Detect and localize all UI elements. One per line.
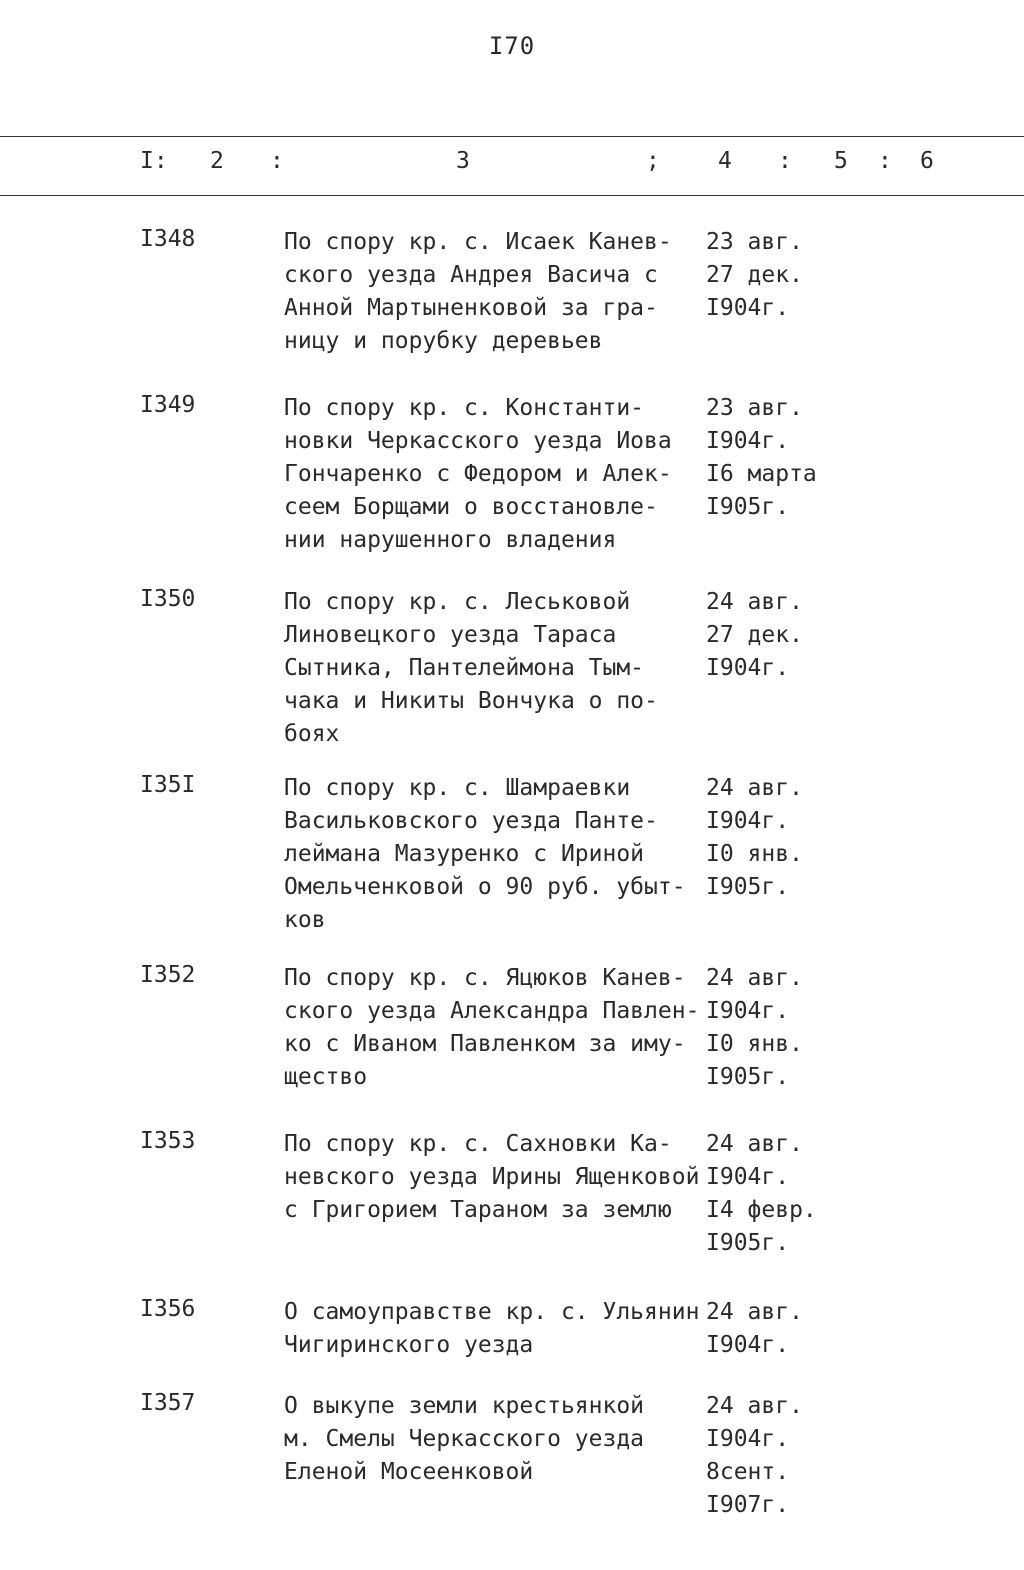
entry-description [284, 962, 704, 1094]
date-line: I904г. [706, 1164, 790, 1190]
date-line: I905г. [706, 494, 790, 520]
description-line: ко с Иваном Павленком за иму- [284, 1031, 686, 1057]
description-line: щество [284, 1064, 368, 1090]
entry-number: I350 [140, 586, 196, 612]
description-line: м. Смелы Черкасского уезда [284, 1426, 645, 1452]
date-line: I904г. [706, 1426, 790, 1452]
entry-dates [706, 1128, 846, 1260]
column-3-label: 3 [456, 148, 470, 174]
description-line: Еленой Мосеенковой [284, 1459, 534, 1485]
date-line: I904г. [706, 655, 790, 681]
column-separator: : [878, 148, 892, 174]
description-line: новки Черкасского уезда Иова [284, 428, 672, 454]
date-line: I0 янв. [706, 1031, 803, 1057]
column-separator: : [270, 148, 284, 174]
description-line: Чигиринского уезда [284, 1332, 534, 1358]
date-line: 27 дек. [706, 622, 803, 648]
description-line: леймана Мазуренко с Ириной [284, 841, 645, 867]
date-line: I904г. [706, 295, 790, 321]
date-line: I904г. [706, 998, 790, 1024]
date-line: 24 авг. [706, 1299, 803, 1325]
description-line: невского уезда Ирины Ященковой [284, 1164, 700, 1190]
column-separator: ; [646, 148, 660, 174]
description-line: Омельченковой о 90 руб. убыт- [284, 874, 686, 900]
date-line: 24 авг. [706, 1131, 803, 1157]
entry-number: I352 [140, 962, 196, 988]
column-separator: : [778, 148, 792, 174]
date-line: 27 дек. [706, 262, 803, 288]
entry-dates [706, 1390, 846, 1522]
page-number: I70 [488, 32, 536, 60]
entry-dates [706, 226, 846, 325]
date-line: I0 янв. [706, 841, 803, 867]
entry-description [284, 1390, 704, 1489]
entry-description [284, 586, 704, 751]
column-6-label: 6 [920, 148, 934, 174]
date-line: I905г. [706, 874, 790, 900]
entry-description [284, 1128, 704, 1227]
date-line: I905г. [706, 1230, 790, 1256]
entry-number: I357 [140, 1390, 196, 1416]
date-line: I907г. [706, 1492, 790, 1518]
description-line: Васильковского уезда Панте- [284, 808, 658, 834]
entry-number: I356 [140, 1296, 196, 1322]
entry-dates [706, 392, 846, 524]
description-line: По спору кр. с. Константи- [284, 395, 645, 421]
date-line: 24 авг. [706, 775, 803, 801]
date-line: 24 авг. [706, 1393, 803, 1419]
description-line: ницу и порубку деревьев [284, 328, 603, 354]
column-4-label: 4 [718, 148, 732, 174]
entry-description [284, 392, 704, 557]
date-line: I904г. [706, 808, 790, 834]
description-line: По спору кр. с. Леськовой [284, 589, 631, 615]
date-line: 23 авг. [706, 229, 803, 255]
date-line: 8сент. [706, 1459, 790, 1485]
description-line: ков [284, 907, 326, 933]
description-line: ского уезда Александра Павлен- [284, 998, 700, 1024]
entry-description [284, 226, 704, 358]
description-line: По спору кр. с. Сахновки Ка- [284, 1131, 672, 1157]
entry-dates [706, 772, 846, 904]
column-2-label: 2 [210, 148, 224, 174]
entry-dates [706, 1296, 846, 1362]
description-line: чака и Никиты Вончука о по- [284, 688, 658, 714]
date-line: I905г. [706, 1064, 790, 1090]
entry-number: I348 [140, 226, 196, 252]
entry-dates [706, 962, 846, 1094]
entry-number: I349 [140, 392, 196, 418]
date-line: I4 февр. [706, 1197, 817, 1223]
date-line: I904г. [706, 1332, 790, 1358]
description-line: боях [284, 721, 340, 747]
date-line: 23 авг. [706, 395, 803, 421]
entry-number: I353 [140, 1128, 196, 1154]
description-line: ского уезда Андрея Васича с [284, 262, 658, 288]
entry-number: I35I [140, 772, 196, 798]
description-line: с Григорием Тараном за землю [284, 1197, 672, 1223]
description-line: Анной Мартыненковой за гра- [284, 295, 658, 321]
description-line: Линовецкого уезда Тараса [284, 622, 617, 648]
description-line: О самоуправстве кр. с. Ульянин [284, 1299, 700, 1325]
column-1-label: I: [140, 148, 168, 174]
description-line: По спору кр. с. Шамраевки [284, 775, 631, 801]
description-line: О выкупе земли крестьянкой [284, 1393, 645, 1419]
date-line: I6 марта [706, 461, 817, 487]
date-line: I904г. [706, 428, 790, 454]
entry-description [284, 1296, 704, 1362]
description-line: сеем Борщами о восстановле- [284, 494, 658, 520]
column-5-label: 5 [834, 148, 848, 174]
date-line: 24 авг. [706, 965, 803, 991]
date-line: 24 авг. [706, 589, 803, 615]
entry-description [284, 772, 704, 937]
description-line: нии нарушенного владения [284, 527, 617, 553]
description-line: По спору кр. с. Яцюков Канев- [284, 965, 686, 991]
description-line: Гончаренко с Федором и Алек- [284, 461, 672, 487]
entry-dates [706, 586, 846, 685]
description-line: Сытника, Пантелеймона Тым- [284, 655, 645, 681]
description-line: По спору кр. с. Исаек Канев- [284, 229, 672, 255]
